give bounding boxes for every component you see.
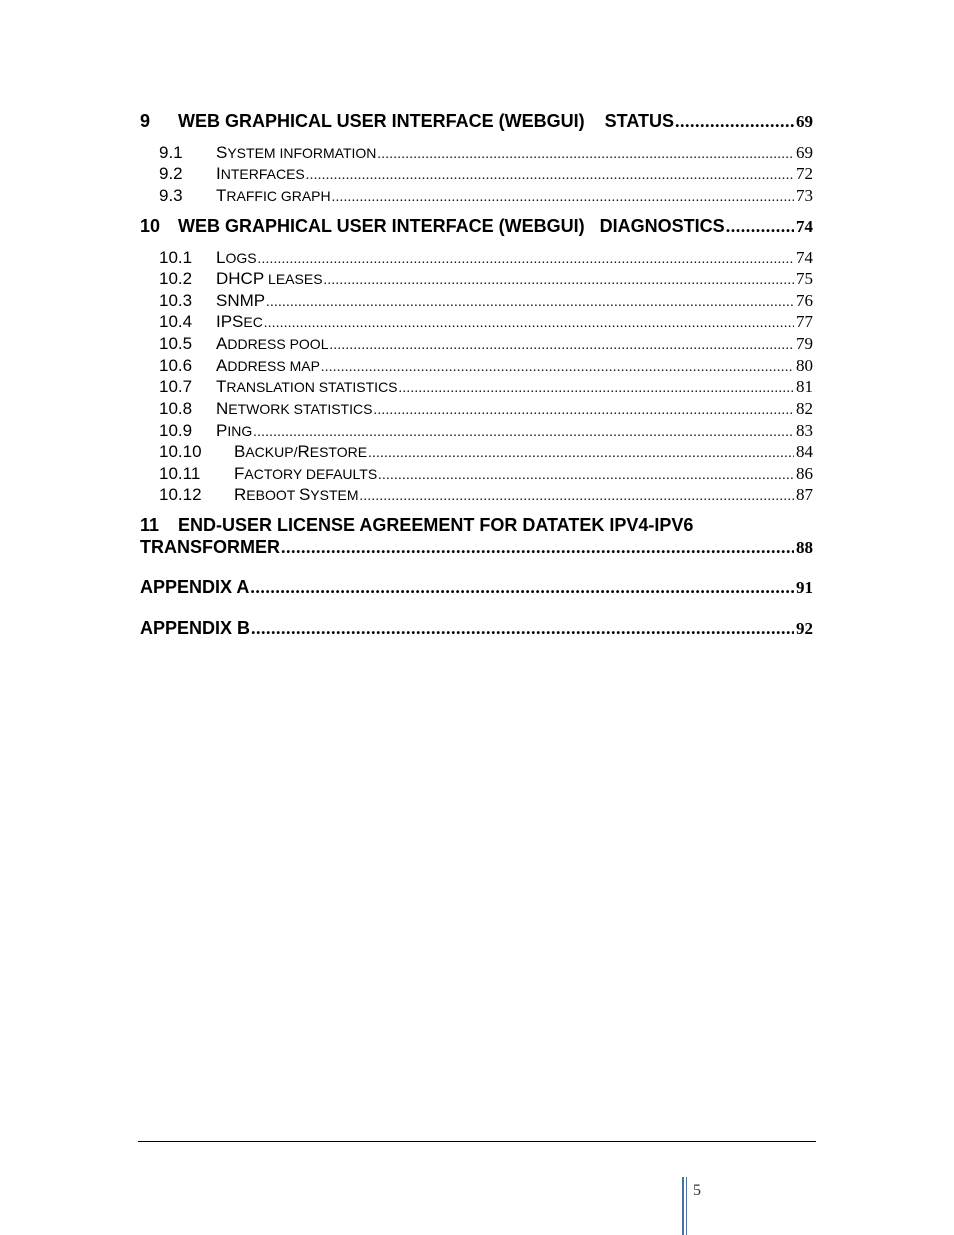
toc-title-continued: TRANSFORMER — [140, 537, 280, 557]
toc-entry-10-5[interactable] — [140, 334, 813, 354]
toc-entry-11-line1[interactable] — [140, 515, 693, 536]
toc-number: 10 — [140, 216, 161, 236]
toc-title: REBOOT SYSTEM — [234, 485, 359, 504]
toc-entry-9-2[interactable] — [140, 164, 813, 184]
dot-leader — [377, 147, 794, 163]
toc-title: END-USER LICENSE AGREEMENT FOR DATATEK IPV4-IPV6 — [178, 515, 694, 535]
toc-page: 75 — [796, 269, 813, 288]
toc-number: 10.3 — [159, 291, 193, 310]
toc-title: IPSEC — [216, 312, 263, 331]
toc-number: 10.7 — [159, 377, 193, 396]
toc-entry-10-11[interactable] — [140, 464, 813, 484]
page-number: 5 — [693, 1182, 701, 1199]
toc-entry-10-7[interactable] — [140, 377, 813, 397]
toc-title: SYSTEM INFORMATION — [216, 143, 377, 162]
dot-leader — [321, 360, 794, 376]
toc-number: 10.1 — [159, 248, 193, 267]
toc-page: 84 — [796, 442, 813, 461]
toc-page: 69 — [796, 112, 813, 131]
toc-page: 83 — [796, 421, 813, 440]
toc-number: 9 — [140, 111, 151, 131]
toc-page: 73 — [796, 186, 813, 205]
toc-page: 72 — [796, 164, 813, 183]
toc-title: DHCP LEASES — [216, 269, 323, 288]
toc-page: 91 — [796, 578, 813, 597]
dot-leader — [253, 425, 794, 441]
toc-page: 92 — [796, 619, 813, 638]
toc-page: 80 — [796, 356, 813, 375]
toc-number: 10.2 — [159, 269, 193, 288]
dot-leader — [306, 168, 794, 184]
toc-entry-9[interactable] — [140, 111, 813, 132]
dot-leader — [266, 295, 794, 311]
dot-leader — [324, 273, 794, 289]
toc-entry-10-8[interactable] — [140, 399, 813, 419]
toc-title: NETWORK STATISTICS — [216, 399, 373, 418]
toc-entry-10-3[interactable] — [140, 291, 813, 311]
dot-leader — [368, 446, 794, 462]
toc-title: SNMP — [216, 291, 266, 310]
toc-entry-11[interactable] — [140, 537, 813, 558]
toc-number: 10.8 — [159, 399, 193, 418]
toc-number: 10.9 — [159, 421, 193, 440]
toc-title: APPENDIX A — [140, 577, 250, 597]
toc-number: 10.6 — [159, 356, 193, 375]
dot-leader — [360, 489, 794, 505]
toc-page: 86 — [796, 464, 813, 483]
toc-page: 82 — [796, 399, 813, 418]
toc-title: LOGS — [216, 248, 257, 267]
dot-leader — [329, 338, 794, 354]
dot-leader — [258, 252, 794, 268]
toc-title: TRANSLATION STATISTICS — [216, 377, 398, 396]
dot-leader — [250, 577, 794, 598]
toc-page: 74 — [796, 217, 813, 236]
toc-title: WEB GRAPHICAL USER INTERFACE (WEBGUI) DIAGNOSTICS — [178, 216, 725, 236]
toc-entry-10-10[interactable] — [140, 442, 813, 462]
toc-entry-10-4[interactable] — [140, 312, 813, 332]
toc-entry-appendix-b[interactable] — [140, 618, 813, 639]
toc-page: 76 — [796, 291, 813, 310]
toc-page: 81 — [796, 377, 813, 396]
toc-title: ADDRESS POOL — [216, 334, 329, 353]
toc-title: BACKUP/RESTORE — [234, 442, 368, 461]
toc-number: 9.3 — [159, 186, 183, 205]
toc-page: 88 — [796, 538, 813, 557]
toc-entry-10-9[interactable] — [140, 421, 813, 441]
toc-entry-9-3[interactable] — [140, 186, 813, 206]
dot-leader — [264, 316, 794, 332]
toc-entry-10-2[interactable] — [140, 269, 813, 289]
toc-number: 10.5 — [159, 334, 193, 353]
dot-leader — [373, 403, 794, 419]
footer-bar-thin — [686, 1177, 687, 1235]
toc-entry-appendix-a[interactable] — [140, 577, 813, 598]
toc-number: 10.12 — [159, 485, 202, 504]
toc-number: 10.4 — [159, 312, 193, 331]
dot-leader — [332, 190, 794, 206]
toc-title: FACTORY DEFAULTS — [234, 464, 378, 483]
toc-number: 9.2 — [159, 164, 183, 183]
dot-leader — [251, 618, 794, 639]
toc-title: TRAFFIC GRAPH — [216, 186, 331, 205]
dot-leader — [726, 216, 794, 237]
toc-title: INTERFACES — [216, 164, 305, 183]
footer-rule — [138, 1141, 816, 1142]
toc-entry-9-1[interactable] — [140, 143, 813, 163]
toc-number: 10.11 — [159, 464, 201, 483]
toc-page: 87 — [796, 485, 813, 504]
dot-leader — [399, 381, 794, 397]
toc-page: 69 — [796, 143, 813, 162]
toc-title: ADDRESS MAP — [216, 356, 320, 375]
toc-page: 74 — [796, 248, 813, 267]
toc-title: WEB GRAPHICAL USER INTERFACE (WEBGUI) STATUS — [178, 111, 675, 131]
dot-leader — [378, 468, 794, 484]
footer-bar — [682, 1177, 684, 1235]
toc-title: PING — [216, 421, 253, 440]
toc-page: 77 — [796, 312, 813, 331]
toc-entry-10-6[interactable] — [140, 356, 813, 376]
dot-leader — [675, 111, 794, 132]
toc-number: 11 — [140, 515, 160, 535]
toc-entry-10-12[interactable] — [140, 485, 813, 505]
toc-page: 79 — [796, 334, 813, 353]
toc-number: 9.1 — [159, 143, 183, 162]
toc-entry-10-1[interactable] — [140, 248, 813, 268]
toc-number: 10.10 — [159, 442, 202, 461]
toc-title: APPENDIX B — [140, 618, 251, 638]
toc-entry-10[interactable] — [140, 216, 813, 237]
dot-leader — [281, 537, 794, 558]
